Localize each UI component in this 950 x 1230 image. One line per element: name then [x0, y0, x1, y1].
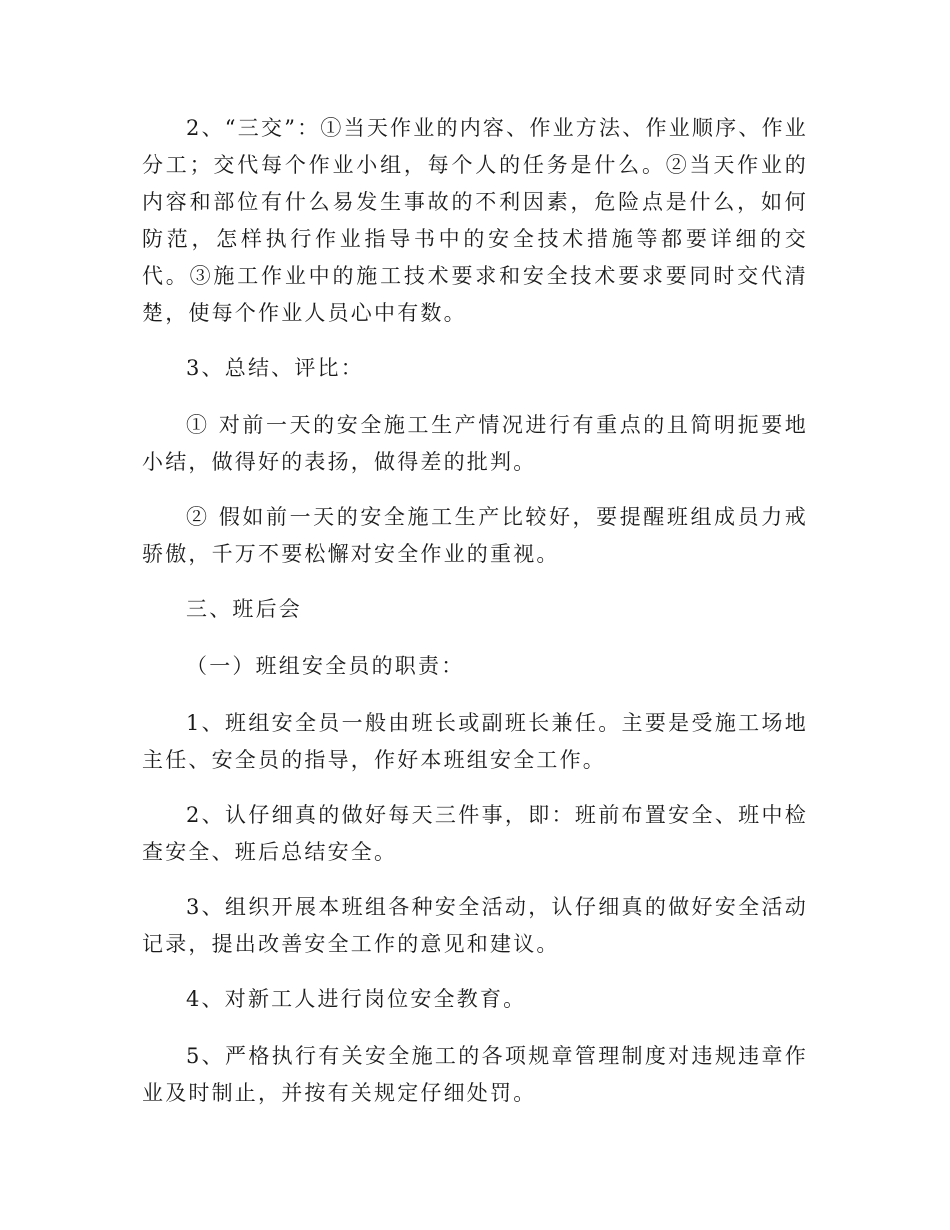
duty-item-5: 5、严格执行有关安全施工的各项规章管理制度对违规违章作业及时制止，并按有关规定仔细处罚。 [142, 1044, 808, 1105]
duty-item-2: 2、认仔细真的做好每天三件事，即：班前布置安全、班中检查安全、班后总结安全。 [142, 803, 808, 864]
paragraph-summary-item-1: ① 对前一天的安全施工生产情况进行有重点的且简明扼要地小结，做得好的表扬，做得差的批判。 [142, 413, 808, 474]
paragraph-summary-heading: 3、总结、评比： [186, 356, 364, 380]
paragraph-summary-item-2: ② 假如前一天的安全施工生产比较好，要提醒班组成员力戒骄傲，千万不要松懈对安全作业的重视。 [142, 505, 808, 566]
section-heading-after-shift-meeting: 三、班后会 [186, 597, 302, 621]
paragraph-three-handovers: 2、“三交”：①当天作业的内容、作业方法、作业顺序、作业分工；交代每个作业小组，每个人的任务是什么。②当天作业的内容和部位有什么易发生事故的不利因素，危险点是什么，如何防范，怎样执行作业指导书中的安全技术措施等都要详细的交代。③施工作业中的施工技术要求和安全技术要求要同时交代清楚，使每个作业人员心中有数。 [142, 116, 808, 325]
duty-item-1: 1、班组安全员一般由班长或副班长兼任。主要是受施工场地主任、安全员的指导，作好本班组安全工作。 [142, 711, 808, 772]
duty-item-3: 3、组织开展本班组各种安全活动，认仔细真的做好安全活动记录，提出改善安全工作的意见和建议。 [142, 895, 808, 956]
duty-item-4: 4、对新工人进行岗位安全教育。 [186, 987, 527, 1011]
subsection-heading-safety-officer-duties: （一）班组安全员的职责： [186, 654, 465, 678]
document-page [142, 110, 808, 1130]
